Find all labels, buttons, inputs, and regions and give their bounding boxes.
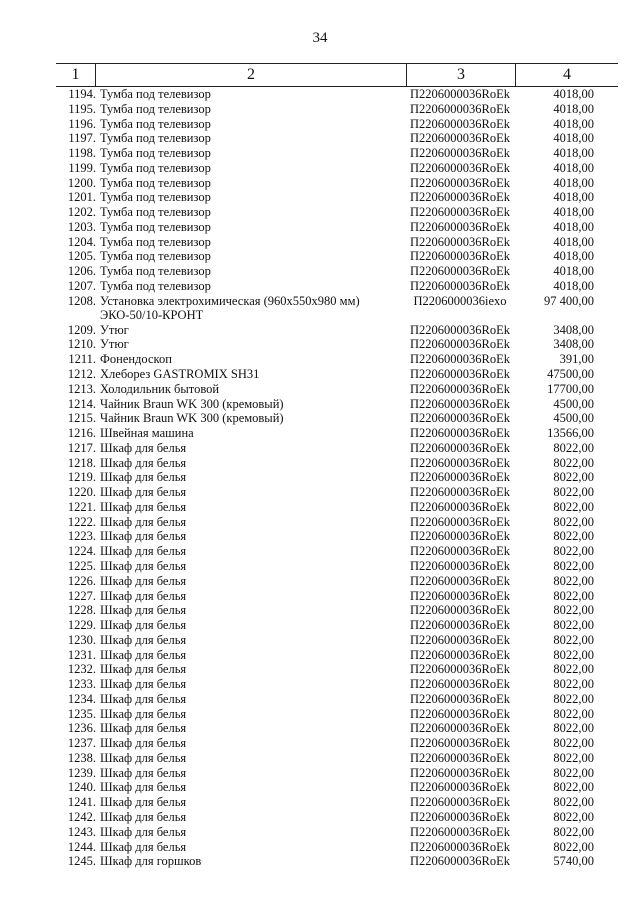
- item-name: Тумба под телевизор: [100, 101, 211, 116]
- header-col-2: 2: [96, 64, 407, 86]
- item-code: П2206000036RoEk: [410, 765, 510, 780]
- table-row: [56, 220, 628, 235]
- row-number: 1209.: [67, 322, 96, 337]
- item-price: 4018,00: [553, 116, 594, 131]
- item-price: 8022,00: [553, 780, 594, 795]
- item-price: 4018,00: [553, 131, 594, 146]
- row-number: 1208.: [67, 293, 96, 308]
- row-number: 1220.: [67, 485, 96, 500]
- item-price: 8022,00: [553, 529, 594, 544]
- table-row: [56, 559, 628, 574]
- item-price: 4018,00: [553, 205, 594, 220]
- table-row: [56, 854, 628, 869]
- item-price: 8022,00: [553, 470, 594, 485]
- item-price: 4018,00: [553, 219, 594, 234]
- row-number: 1241.: [67, 795, 96, 810]
- table-row: [56, 190, 628, 205]
- table-row: [56, 840, 628, 855]
- item-code: П2206000036RoEk: [410, 131, 510, 146]
- item-code: П2206000036RoEk: [410, 795, 510, 810]
- table-row: [56, 825, 628, 840]
- item-price: 8022,00: [553, 824, 594, 839]
- item-price: 8022,00: [553, 544, 594, 559]
- item-code: П2206000036RoEk: [410, 396, 510, 411]
- table-row: [56, 205, 628, 220]
- item-price: 8022,00: [553, 795, 594, 810]
- item-name: Шкаф для белья: [100, 558, 187, 573]
- item-code: П2206000036RoEk: [410, 824, 510, 839]
- item-name: Шкаф для белья: [100, 618, 187, 633]
- item-price: 8022,00: [553, 765, 594, 780]
- item-price: 8022,00: [553, 618, 594, 633]
- item-code: П2206000036RoEk: [410, 146, 510, 161]
- row-number: 1234.: [67, 691, 96, 706]
- table-row: [56, 441, 628, 456]
- item-code: П2206000036RoEk: [410, 175, 510, 190]
- item-price: 8022,00: [553, 558, 594, 573]
- item-name: Тумба под телевизор: [100, 87, 211, 101]
- row-number: 1201.: [67, 190, 96, 205]
- item-code: П2206000036RoEk: [410, 632, 510, 647]
- item-price: 8022,00: [553, 839, 594, 854]
- item-price: 4018,00: [553, 101, 594, 116]
- item-price: 4018,00: [553, 175, 594, 190]
- row-number: 1205.: [67, 249, 96, 264]
- table-row: [56, 736, 628, 751]
- row-number: 1239.: [67, 765, 96, 780]
- table-row: [56, 810, 628, 825]
- item-code: П2206000036RoEk: [410, 87, 510, 101]
- row-number: 1216.: [67, 426, 96, 441]
- table-row: [56, 633, 628, 648]
- row-number: 1202.: [67, 205, 96, 220]
- item-code: П2206000036RoEk: [410, 499, 510, 514]
- item-price: 3408,00: [553, 322, 594, 337]
- table-row: [56, 352, 628, 367]
- table-row: [56, 618, 628, 633]
- table-body: [56, 87, 628, 869]
- row-number: 1198.: [68, 146, 96, 161]
- item-name: Утюг: [100, 337, 129, 352]
- item-code: П2206000036RoEk: [410, 706, 510, 721]
- table-row: [56, 161, 628, 176]
- item-price: 8022,00: [553, 440, 594, 455]
- row-number: 1222.: [67, 514, 96, 529]
- row-number: 1228.: [67, 603, 96, 618]
- item-code: П2206000036RoEk: [410, 854, 510, 869]
- item-price: 4018,00: [553, 234, 594, 249]
- table-row: [56, 397, 628, 412]
- row-number: 1223.: [67, 529, 96, 544]
- item-price: 8022,00: [553, 588, 594, 603]
- item-name: Тумба под телевизор: [100, 205, 211, 220]
- row-number: 1195.: [68, 101, 96, 116]
- item-name: Тумба под телевизор: [100, 160, 211, 175]
- item-price: 4018,00: [553, 160, 594, 175]
- item-price: 17700,00: [547, 381, 594, 396]
- item-name: Шкаф для белья: [100, 647, 187, 662]
- row-number: 1221.: [67, 499, 96, 514]
- item-name: Шкаф для белья: [100, 455, 187, 470]
- row-number: 1225.: [67, 558, 96, 573]
- row-number: 1197.: [68, 131, 96, 146]
- row-number: 1204.: [67, 234, 96, 249]
- item-name: Тумба под телевизор: [100, 131, 211, 146]
- table-row: [56, 795, 628, 810]
- table-row: [56, 146, 628, 161]
- item-name: Шкаф для белья: [100, 750, 187, 765]
- item-name: Шкаф для белья: [100, 721, 187, 736]
- item-price: 4018,00: [553, 146, 594, 161]
- table-row: [56, 294, 628, 323]
- header-col-3: 3: [407, 64, 516, 86]
- item-price: 8022,00: [553, 721, 594, 736]
- item-code: П2206000036RoEk: [410, 470, 510, 485]
- item-code: П2206000036RoEk: [410, 603, 510, 618]
- item-code: П2206000036RoEk: [410, 160, 510, 175]
- row-number: 1233.: [67, 677, 96, 692]
- row-number: 1231.: [67, 647, 96, 662]
- header-col-4: 4: [563, 66, 571, 83]
- row-number: 1215.: [67, 411, 96, 426]
- table-row: [56, 337, 628, 352]
- table-row: [56, 323, 628, 338]
- row-number: 1213.: [67, 381, 96, 396]
- row-number: 1243.: [67, 824, 96, 839]
- item-price: 8022,00: [553, 750, 594, 765]
- item-code: П2206000036RoEk: [410, 381, 510, 396]
- item-name: Тумба под телевизор: [100, 175, 211, 190]
- item-code: П2206000036RoEk: [410, 205, 510, 220]
- item-code: П2206000036RoEk: [410, 647, 510, 662]
- row-number: 1214.: [67, 396, 96, 411]
- item-price: 47500,00: [547, 367, 594, 382]
- item-code: П2206000036RoEk: [410, 278, 510, 293]
- item-code: П2206000036RoEk: [410, 352, 510, 367]
- row-number: 1207.: [67, 278, 96, 293]
- table-row: [56, 721, 628, 736]
- item-name: Шкаф для белья: [100, 485, 187, 500]
- item-name: Шкаф для белья: [100, 795, 187, 810]
- table-row: [56, 367, 628, 382]
- item-name: Шкаф для белья: [100, 839, 187, 854]
- item-code: П2206000036RoEk: [410, 101, 510, 116]
- row-number: 1196.: [68, 116, 96, 131]
- item-price: 3408,00: [553, 337, 594, 352]
- table-row: [56, 500, 628, 515]
- item-price: 4018,00: [553, 190, 594, 205]
- item-name: Чайник Braun WK 300 (кремовый): [100, 396, 284, 411]
- item-name: Шкаф для белья: [100, 544, 187, 559]
- item-price: 4500,00: [553, 396, 594, 411]
- page-number: 34: [312, 30, 328, 46]
- table-row: [56, 485, 628, 500]
- item-name: Тумба под телевизор: [100, 264, 211, 279]
- item-price: 8022,00: [553, 603, 594, 618]
- row-number: 1237.: [67, 736, 96, 751]
- item-code: П2206000036RoEk: [410, 411, 510, 426]
- item-price: 8022,00: [553, 455, 594, 470]
- item-name: Шкаф для белья: [100, 573, 187, 588]
- row-number: 1211.: [68, 352, 96, 367]
- item-code: П2206000036RoEk: [410, 588, 510, 603]
- item-code: П2206000036RoEk: [410, 264, 510, 279]
- item-name: Швейная машина: [100, 426, 194, 441]
- item-price: 97 400,00: [544, 293, 594, 308]
- table-row: [56, 707, 628, 722]
- item-name: Шкаф для белья: [100, 706, 187, 721]
- item-name: [100, 294, 396, 323]
- item-code: П2206000036RoEk: [410, 544, 510, 559]
- table-row: [56, 648, 628, 663]
- table-row: [56, 87, 628, 102]
- table-row: [56, 766, 628, 781]
- row-number: 1242.: [67, 809, 96, 824]
- item-code: П2206000036RoEk: [410, 809, 510, 824]
- item-name: Тумба под телевизор: [100, 234, 211, 249]
- item-code: П2206000036RoEk: [410, 662, 510, 677]
- item-name: Чайник Braun WK 300 (кремовый): [100, 411, 284, 426]
- row-number: 1235.: [67, 706, 96, 721]
- row-number: 1244.: [67, 839, 96, 854]
- item-name: Шкаф для белья: [100, 691, 187, 706]
- item-name: Шкаф для белья: [100, 662, 187, 677]
- item-name: Шкаф для белья: [100, 603, 187, 618]
- row-number: 1238.: [67, 750, 96, 765]
- table-row: [56, 382, 628, 397]
- item-price: 8022,00: [553, 809, 594, 824]
- item-code: П2206000036RoEk: [410, 116, 510, 131]
- row-number: 1200.: [67, 175, 96, 190]
- item-name: Шкаф для белья: [100, 765, 187, 780]
- table-row: [56, 677, 628, 692]
- item-name: Холодильник бытовой: [100, 381, 220, 396]
- item-price: 4018,00: [553, 249, 594, 264]
- item-name: Шкаф для белья: [100, 514, 187, 529]
- item-name: Шкаф для белья: [100, 588, 187, 603]
- table-header: [56, 63, 618, 87]
- item-price: 4018,00: [553, 278, 594, 293]
- table-row: [56, 426, 628, 441]
- row-number: 1227.: [67, 588, 96, 603]
- table-row: [56, 117, 628, 132]
- table-row: [56, 411, 628, 426]
- item-price: 4018,00: [553, 87, 594, 101]
- item-name: Тумба под телевизор: [100, 249, 211, 264]
- item-code: П2206000036RoEk: [410, 234, 510, 249]
- item-code: П2206000036RoEk: [410, 721, 510, 736]
- header-col-1: 1: [56, 64, 96, 86]
- row-number: 1236.: [67, 721, 96, 736]
- item-name: Шкаф для белья: [100, 440, 187, 455]
- item-name: Шкаф для белья: [100, 499, 187, 514]
- row-number: 1240.: [67, 780, 96, 795]
- item-name: Шкаф для белья: [100, 632, 187, 647]
- item-code: П2206000036RoEk: [410, 529, 510, 544]
- row-number: 1245.: [67, 854, 96, 869]
- item-code: П2206000036RoEk: [410, 618, 510, 633]
- item-name-text: Установка электрохимическая (960х550х980 мм) ЭКО-50/10-КРОНТ: [100, 293, 360, 323]
- item-name: Шкаф для белья: [100, 824, 187, 839]
- item-price: 8022,00: [553, 647, 594, 662]
- table-row: [56, 692, 628, 707]
- row-number: 1194.: [68, 87, 96, 101]
- item-code: П2206000036RoEk: [410, 780, 510, 795]
- item-price: 5740,00: [553, 854, 594, 869]
- item-name: Хлеборез GASTROMIX SH31: [100, 367, 260, 382]
- item-code: П2206000036RoEk: [410, 558, 510, 573]
- item-name: Шкаф для горшков: [100, 854, 202, 869]
- item-code: П2206000036RoEk: [410, 485, 510, 500]
- row-number: 1224.: [67, 544, 96, 559]
- item-code: П2206000036iexo: [413, 293, 507, 308]
- table-row: [56, 176, 628, 191]
- table-row: [56, 529, 628, 544]
- item-code: П2206000036RoEk: [410, 839, 510, 854]
- row-number: 1232.: [67, 662, 96, 677]
- item-price: 8022,00: [553, 514, 594, 529]
- item-price: 8022,00: [553, 662, 594, 677]
- row-number: 1206.: [67, 264, 96, 279]
- item-code: П2206000036RoEk: [410, 249, 510, 264]
- item-name: Шкаф для белья: [100, 677, 187, 692]
- item-name: Шкаф для белья: [100, 529, 187, 544]
- table-row: [56, 264, 628, 279]
- item-price: 13566,00: [547, 426, 594, 441]
- item-price: 8022,00: [553, 485, 594, 500]
- table-row: [56, 751, 628, 766]
- table-row: [56, 456, 628, 471]
- item-code: П2206000036RoEk: [410, 573, 510, 588]
- item-name: Утюг: [100, 322, 129, 337]
- item-code: П2206000036RoEk: [410, 677, 510, 692]
- table-row: [56, 235, 628, 250]
- item-code: П2206000036RoEk: [410, 736, 510, 751]
- item-name: Тумба под телевизор: [100, 146, 211, 161]
- table-row: [56, 544, 628, 559]
- item-name: Тумба под телевизор: [100, 190, 211, 205]
- table-row: [56, 662, 628, 677]
- item-code: П2206000036RoEk: [410, 190, 510, 205]
- item-name: Шкаф для белья: [100, 470, 187, 485]
- item-name: Тумба под телевизор: [100, 116, 211, 131]
- item-price: 8022,00: [553, 573, 594, 588]
- item-name: Тумба под телевизор: [100, 219, 211, 234]
- row-number: 1203.: [67, 219, 96, 234]
- table-row: [56, 102, 628, 117]
- row-number: 1210.: [67, 337, 96, 352]
- item-code: П2206000036RoEk: [410, 750, 510, 765]
- item-code: П2206000036RoEk: [410, 455, 510, 470]
- table-row: [56, 603, 628, 618]
- item-code: П2206000036RoEk: [410, 367, 510, 382]
- item-name: Шкаф для белья: [100, 809, 187, 824]
- item-code: П2206000036RoEk: [410, 219, 510, 234]
- row-number: 1212.: [67, 367, 96, 382]
- item-code: П2206000036RoEk: [410, 337, 510, 352]
- item-price: 8022,00: [553, 736, 594, 751]
- item-name: Шкаф для белья: [100, 736, 187, 751]
- table-row: [56, 780, 628, 795]
- table-row: [56, 574, 628, 589]
- row-number: 1217.: [67, 440, 96, 455]
- item-code: П2206000036RoEk: [410, 691, 510, 706]
- table-row: [56, 131, 628, 146]
- row-number: 1229.: [67, 618, 96, 633]
- row-number: 1230.: [67, 632, 96, 647]
- table-row: [56, 515, 628, 530]
- item-price: 4018,00: [553, 264, 594, 279]
- table-row: [56, 470, 628, 485]
- item-name: Фонендоскоп: [100, 352, 172, 367]
- row-number: 1199.: [68, 160, 96, 175]
- item-price: 4500,00: [553, 411, 594, 426]
- item-name: Тумба под телевизор: [100, 278, 211, 293]
- item-name: Шкаф для белья: [100, 780, 187, 795]
- item-code: П2206000036RoEk: [410, 426, 510, 441]
- row-number: 1218.: [67, 455, 96, 470]
- item-price: 391,00: [559, 352, 594, 367]
- table-row: [56, 589, 628, 604]
- item-code: П2206000036RoEk: [410, 322, 510, 337]
- item-price: 8022,00: [553, 691, 594, 706]
- item-price: 8022,00: [553, 677, 594, 692]
- item-price: 8022,00: [553, 706, 594, 721]
- item-code: П2206000036RoEk: [410, 514, 510, 529]
- item-price: 8022,00: [553, 499, 594, 514]
- item-price: 8022,00: [553, 632, 594, 647]
- table-row: [56, 249, 628, 264]
- row-number: 1219.: [67, 470, 96, 485]
- row-number: 1226.: [67, 573, 96, 588]
- table-row: [56, 279, 628, 294]
- item-code: П2206000036RoEk: [410, 440, 510, 455]
